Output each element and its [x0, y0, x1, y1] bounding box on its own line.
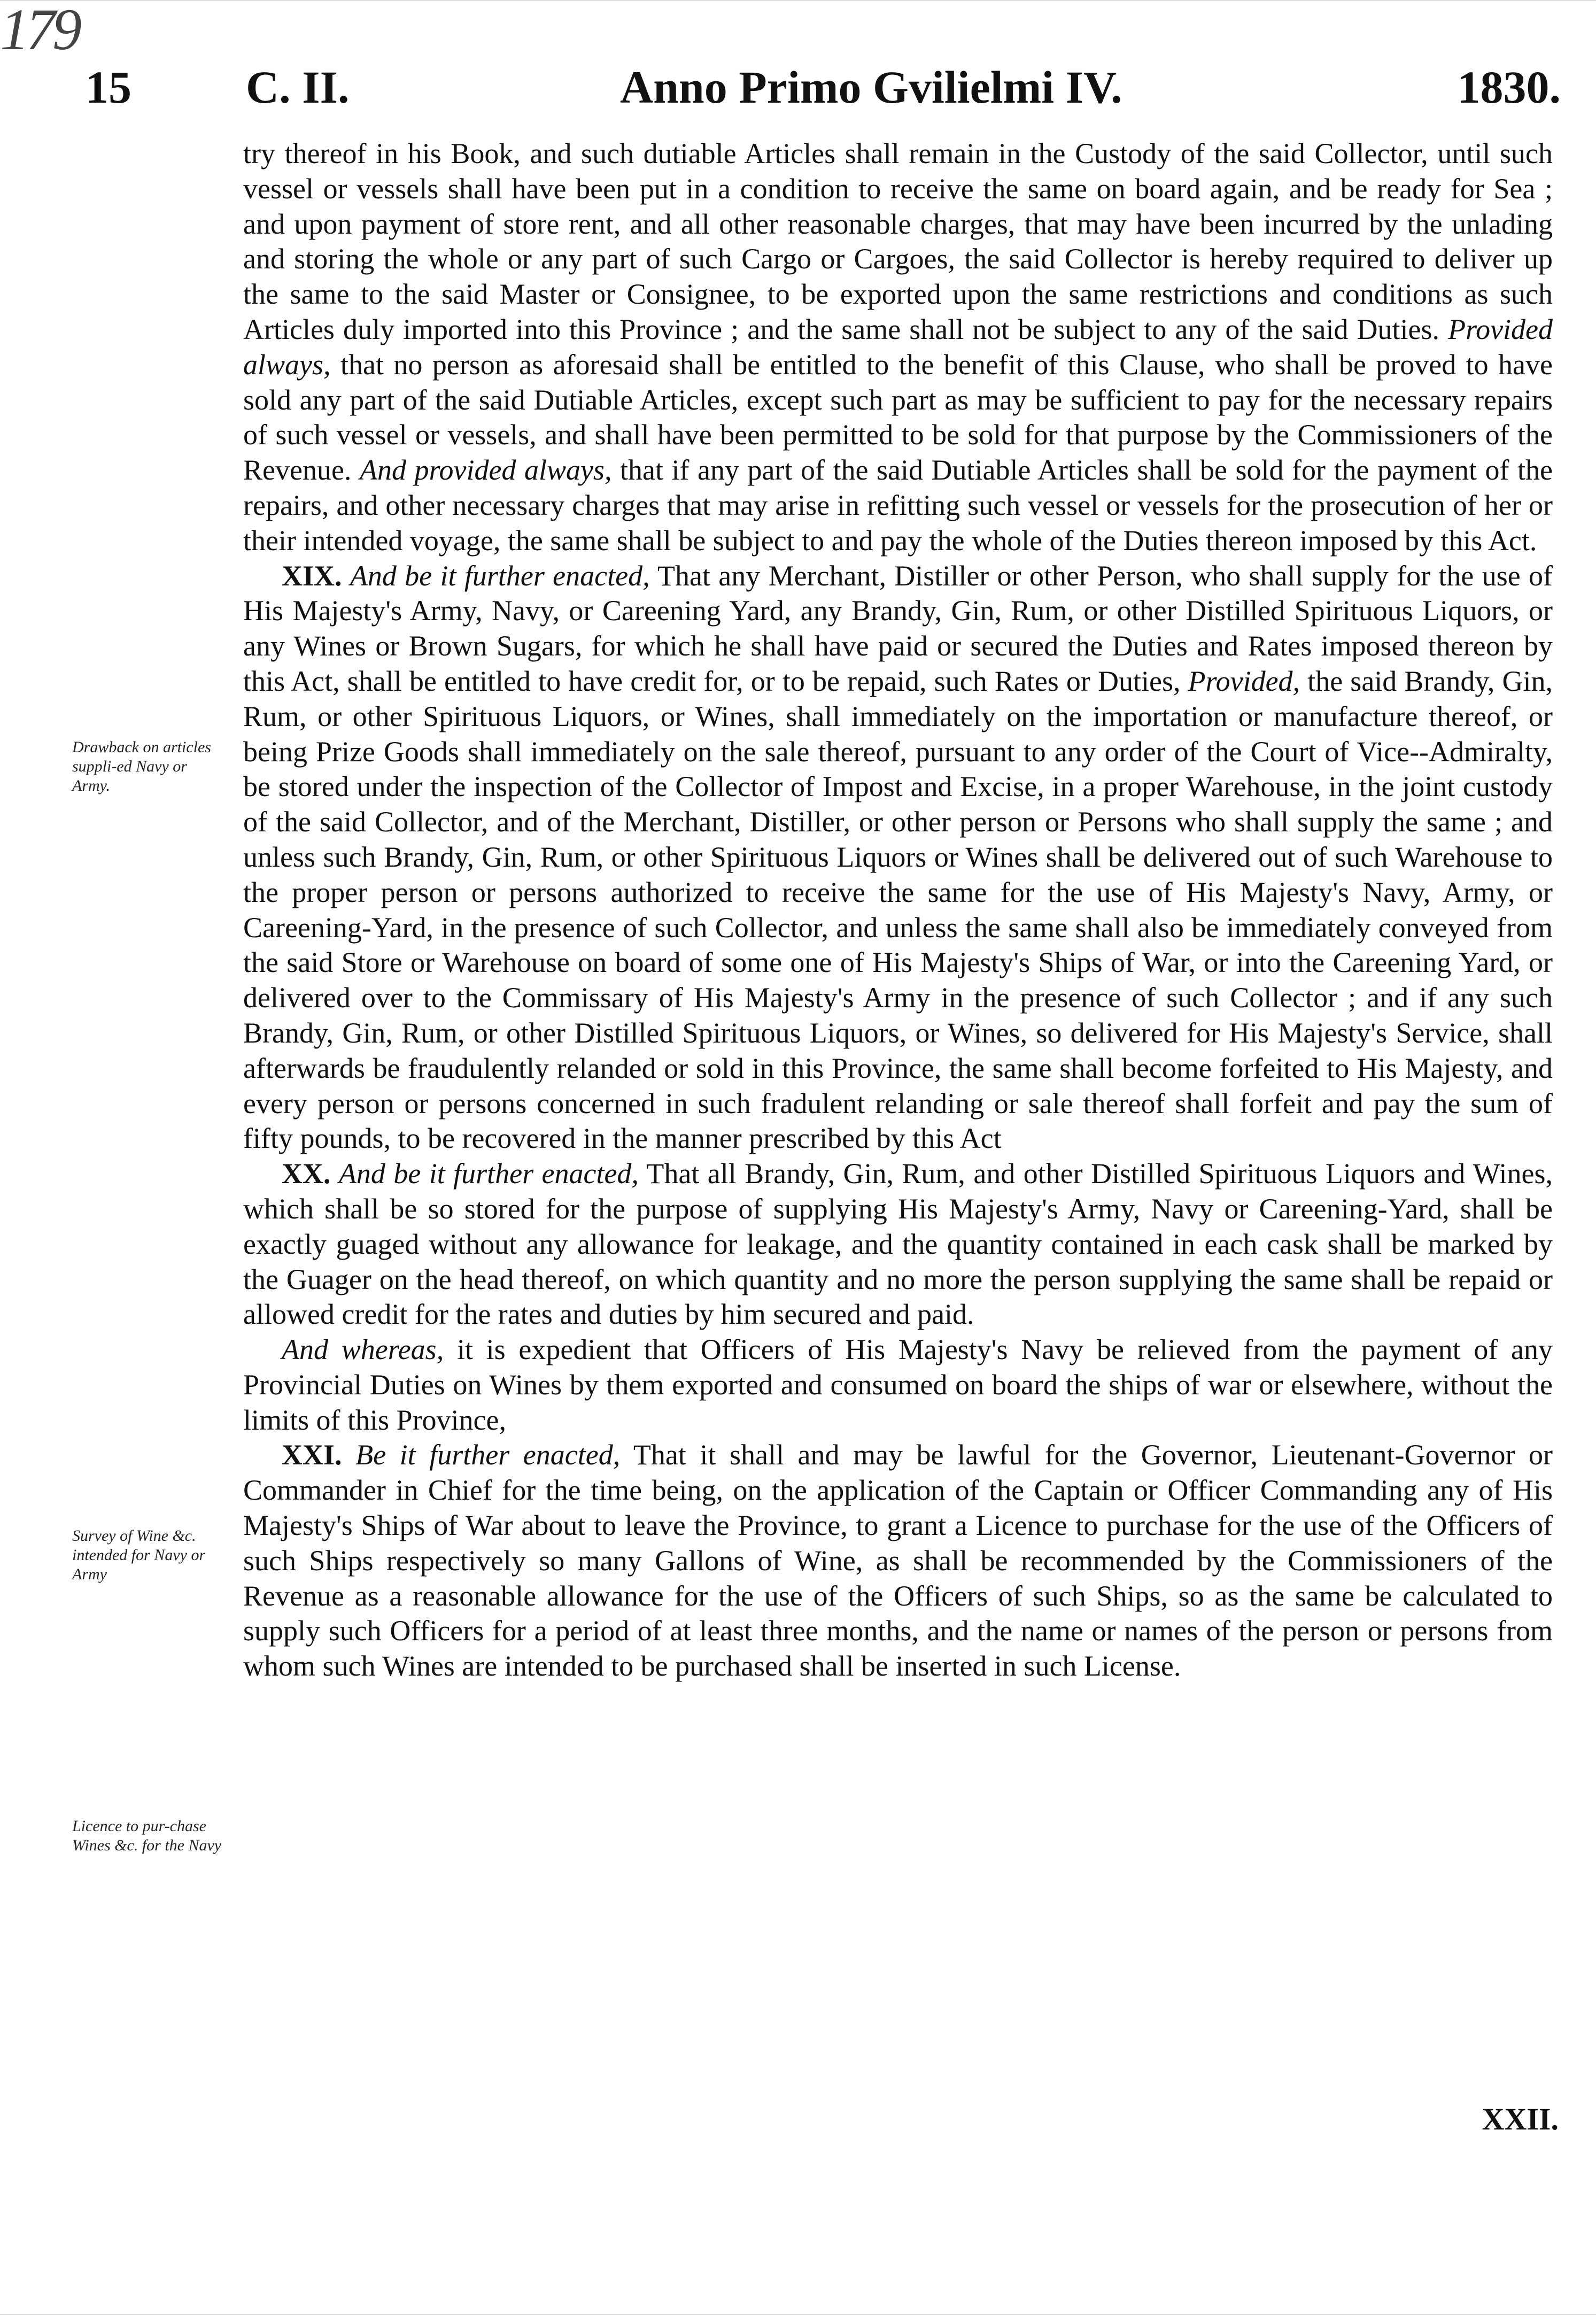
running-header — [86, 61, 1561, 128]
paragraph-text: try thereof in his Book, and such dutiable Articles shall remain in the Custody of the said Collector, until such vessel or vessels shall have been put in a condition to receive the same on board again, and be ready for Sea ; and upon payment of store rent, and all other reasonable charges, that may have been incurred by the unlading and storing the whole or any part of such Cargo or Cargoes, the said Collector is hereby required to deliver up the same to the said Master or Consignee, to be exported upon the same restrictions and conditions as such Articles duly imported into this Province ; and the same shall not be subject to any of the said Duties. — [243, 137, 1553, 345]
section-xxi — [243, 1438, 1553, 1684]
paragraph-text: that if any part of the said Dutiable Articles shall be sold for the payment of the repairs, and other necessary charges that may arise in refitting such vessel or vessels for the prosecution of her or their intended voyage, the same shall be subject to and pay the whole of the Duties thereon imposed by this Act. — [243, 454, 1553, 557]
catchword: XXII. — [1482, 2102, 1559, 2136]
section-number: XIX. — [282, 559, 342, 592]
proviso-label: And provided always, — [359, 454, 612, 487]
proviso-label: Provided, — [1188, 665, 1300, 697]
whereas-lead: And whereas, — [282, 1333, 444, 1366]
section-number: XXI. — [282, 1439, 342, 1471]
enacting-clause: And be it further enacted, — [338, 1158, 639, 1190]
enacting-clause: And be it further enacted, — [350, 559, 650, 592]
section-number: XX. — [282, 1158, 331, 1190]
section-text: That it shall and may be lawful for the Governor, Lieutenant-Governor or Commander in Chief for the time being, on the application of the Captain or Officer Commanding any of His Majesty's Ships of War about to leave the Province, to grant a Licence to purchase for the use of the Officers of such Ships respectively so many Gallons of Wine, as shall be recommended by the Commissioners of the Revenue as a reasonable allowance for the use of the Officers of such Ships, so as the same be calculated to supply such Officers for a period of at least three months, and the name or names of the person or persons from whom such Wines are intended to be purchased shall be inserted in such License. — [243, 1439, 1553, 1683]
enacting-clause: Be it further enacted, — [355, 1439, 621, 1471]
section-text: the said Brandy, Gin, Rum, or other Spirituous Liquors, or Wines, shall immediately on the importation or manufacture thereof, or being Prize Goods shall immediately on the sale thereof, pursuant to any order of the Court of Vice--Admiralty, be stored under the inspection of the Collector of Impost and Excise, in a proper Warehouse, in the joint custody of the said Collector, and of the Merchant, Distiller, or other person or Persons who shall supply the same ; and unless such Brandy, Gin, Rum, or other Spirituous Liquors or Wines shall be delivered out of such Warehouse to the proper person or persons authorized to receive the same for the use of His Majesty's Navy, Army, or Careening-Yard, in the presence of such Collector, and unless the same shall also be immediately conveyed from the said Store or Warehouse on board of some one of His Majesty's Ships of War, or into the Careening Yard, or delivered over to the Commissary of His Majesty's Army in the presence of such Collector ; and if any such Brandy, Gin, Rum, or other Distilled Spirituous Liquors, or Wines, so delivered for His Majesty's Service, shall afterwards be fraudulently relanded or sold in this Province, the same shall become forfeited to His Majesty, and every person or persons concerned in such fradulent relanding or sale thereof shall forfeit and pay the sum of fifty pounds, to be recovered in the manner prescribed by this Act — [243, 665, 1553, 1155]
margin-note-drawback: Drawback on articles suppli-ed Navy or Army. — [72, 738, 211, 794]
section-text: That all Brandy, Gin, Rum, and other Distilled Spirituous Liquors and Wines, which shall be so stored for the purpose of supplying His Majesty's Army, Navy or Careening-Yard, shall be exactly guaged without any allowance for leakage, and the quantity contained in each cask shall be marked by the Guager on the head thereof, on which quantity and no more the person supplying the same shall be repaid or allowed credit for the rates and duties by him secured and paid. — [243, 1158, 1553, 1331]
section-xx — [243, 1156, 1553, 1332]
scan-artifact — [0, 0, 1596, 1]
page-number: 15 — [86, 61, 131, 113]
whereas-clause — [243, 1332, 1553, 1438]
header-title: Anno Primo Gvilielmi IV. — [620, 61, 1122, 113]
paragraph-text: that no person as aforesaid shall be entitled to the benefit of this Clause, who shall be proved to have sold any part of the said Dutiable Articles, except such part as may be sufficient to pay for the necessary repairs of such vessel or vessels, and shall have been permitted to be sold for that purpose by the Commissioners of the Revenue. — [243, 348, 1553, 487]
handwritten-corner-mark: 179 — [0, 0, 79, 62]
margin-note-survey: Survey of Wine &c. intended for Navy or Army — [72, 1527, 206, 1583]
paragraph-continuation — [243, 136, 1553, 559]
proviso-label: Provided always, — [243, 313, 1553, 381]
section-text: That any Merchant, Distiller or other Person, who shall supply for the use of His Majesty's Army, Navy, or Careening Yard, any Brandy, Gin, Rum, or other Distilled Spirituous Liquors, or any Wines or Brown Sugars, for which he shall have paid or secured the Duties and Rates imposed thereon by this Act, shall be entitled to have credit for, or to be repaid, such Rates or Duties, — [243, 559, 1553, 697]
body-text — [243, 136, 1553, 1684]
margin-note-licence: Licence to pur-chase Wines &c. for the Navy — [72, 1817, 222, 1854]
section-xix — [243, 559, 1553, 1157]
header-year: 1830. — [1457, 61, 1561, 113]
whereas-text: it is expedient that Officers of His Majesty's Navy be relieved from the payment of any Provincial Duties on Wines by them exported and consumed on board the ships of war or elsewhere, without the limits of this Province, — [243, 1333, 1553, 1436]
chapter-number: C. II. — [246, 61, 350, 113]
